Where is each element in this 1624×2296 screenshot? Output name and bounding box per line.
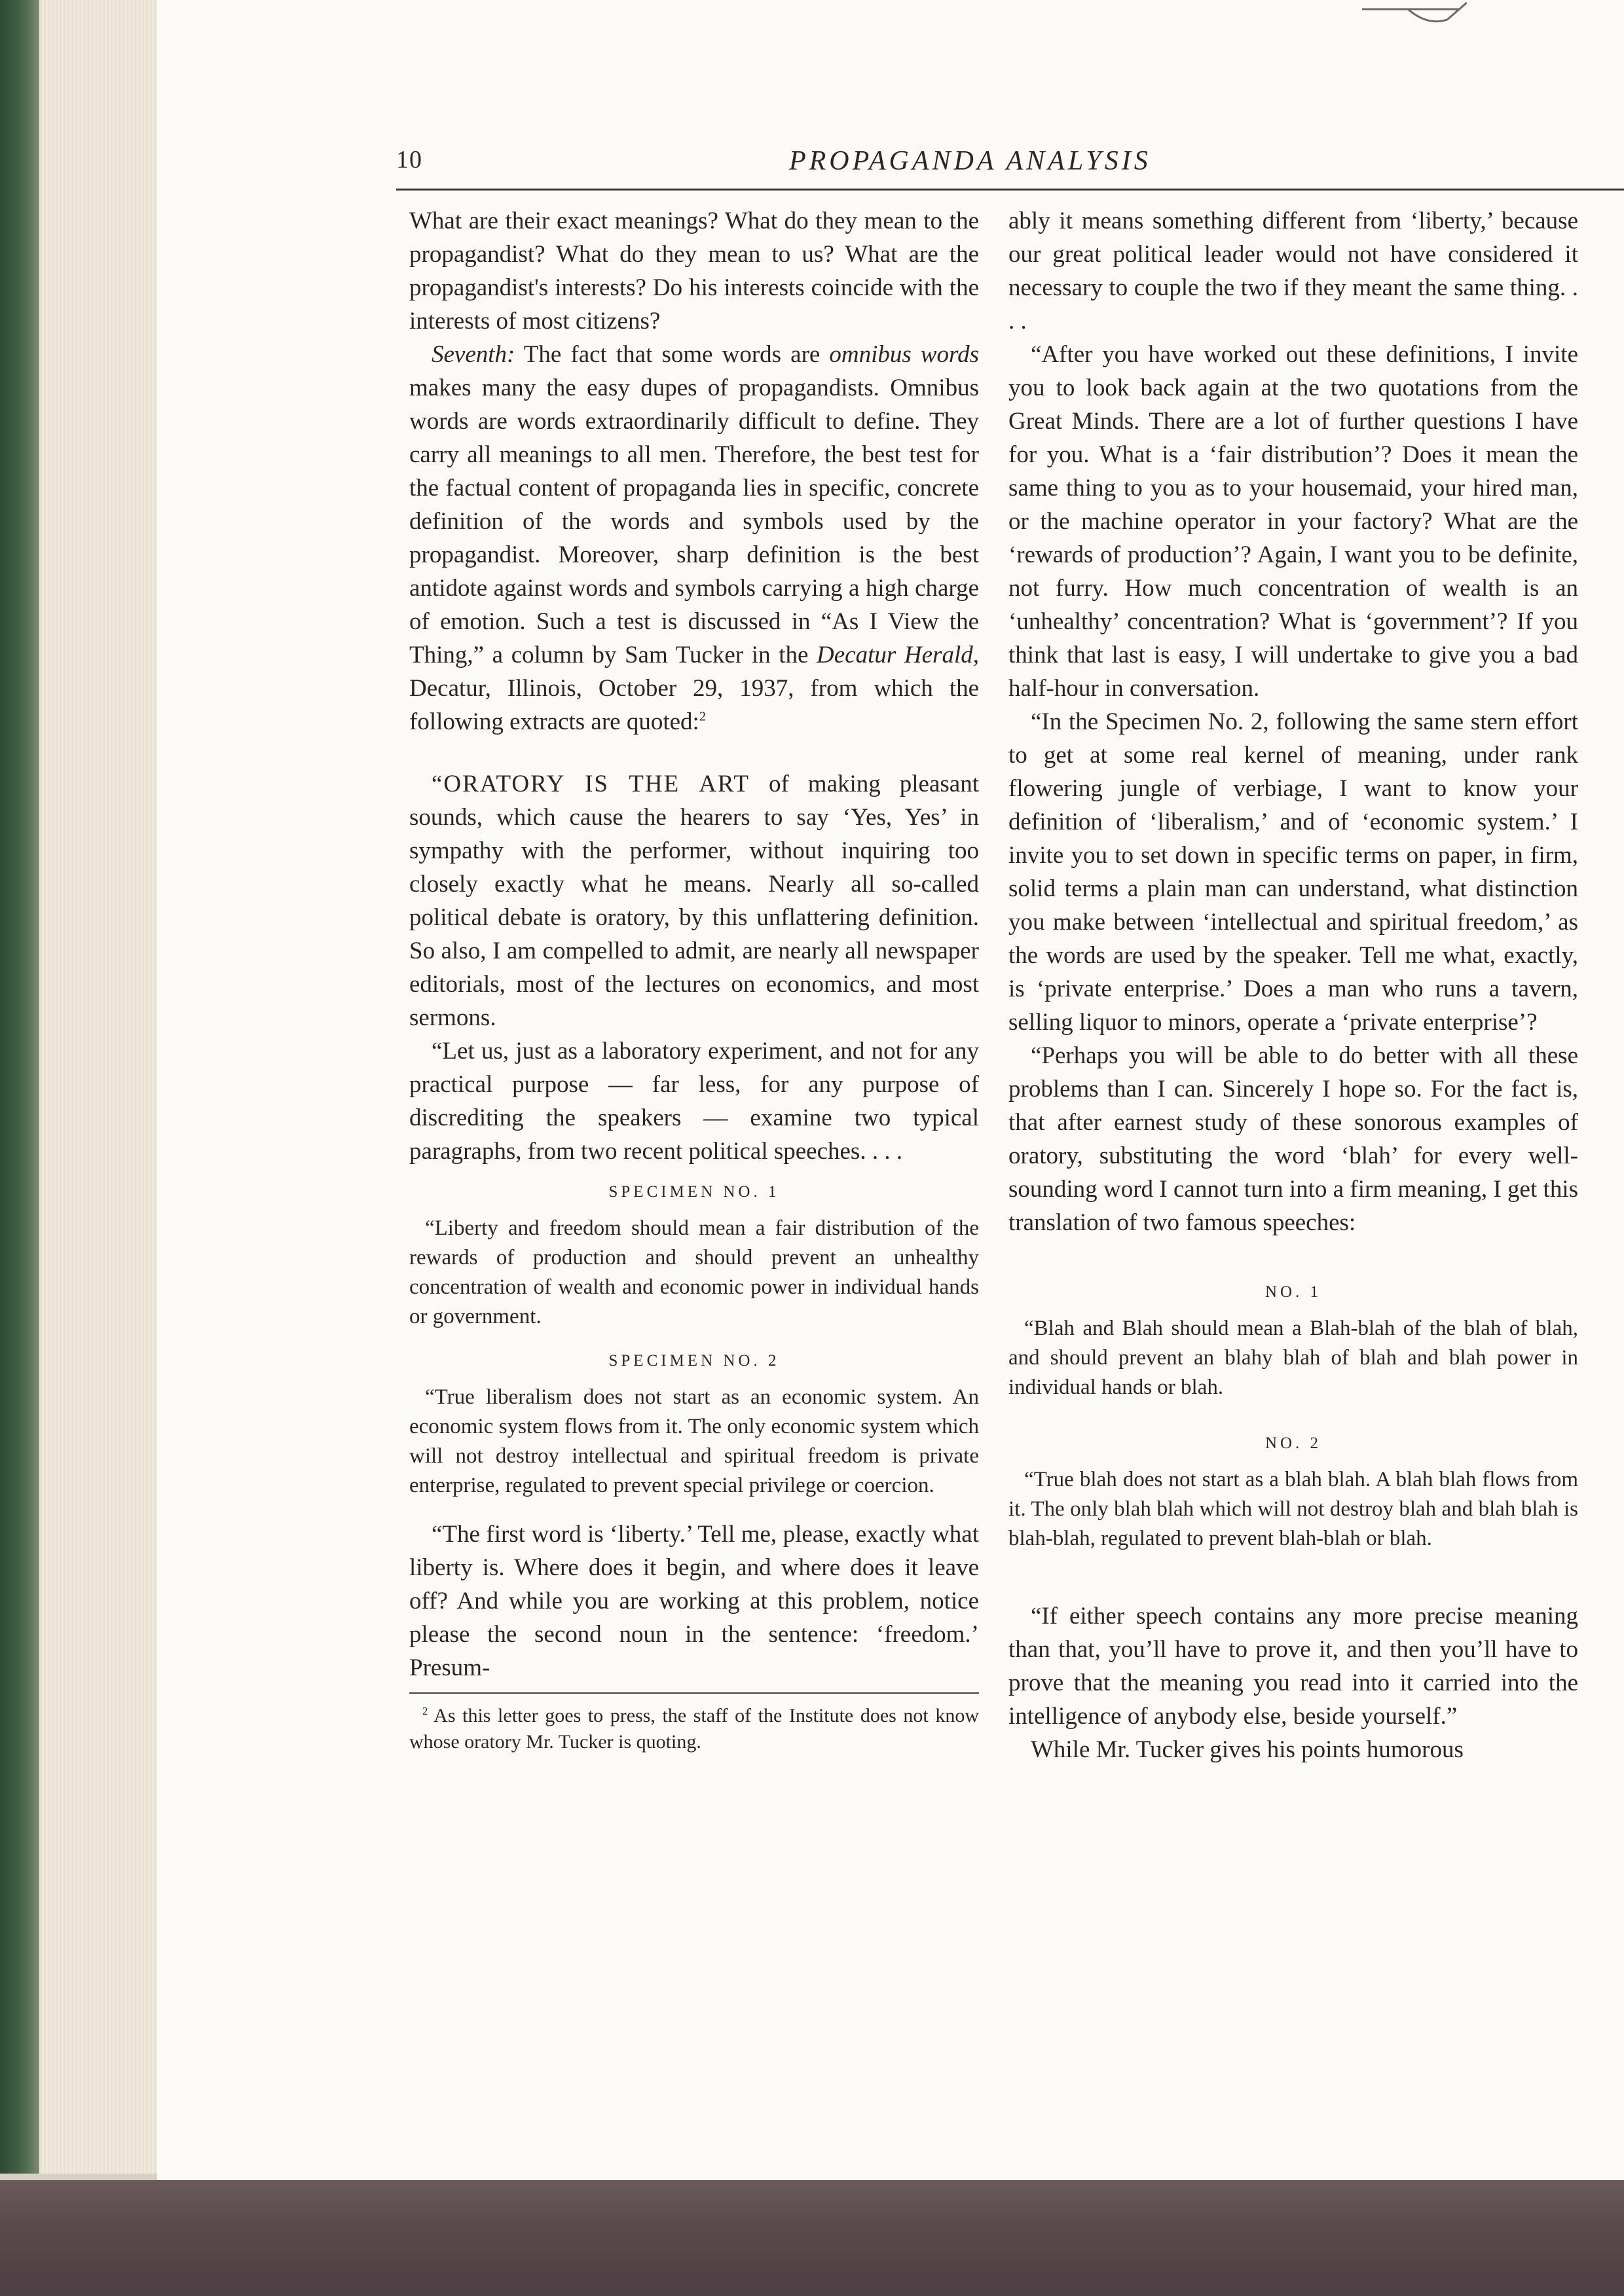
page-header (396, 145, 1624, 185)
paragraph: “Perhaps you will be able to do better with all these problems than I can. Sincerely I hope so. For the fact is, that after earnest study of these sonorous examples of oratory, substituting the word ‘blah’ for every well-sounding word I cannot turn into a firm meaning, I get this translation of two famous speeches: (1008, 1042, 1578, 1236)
header-rule (396, 189, 1624, 191)
specimen-heading: SPECIMEN NO. 1 (608, 1183, 780, 1201)
paragraph: “If either speech contains any more precise meaning than that, you’ll have to prove it, and then you’ll have to prove that the meaning you read into it carried into the intelligence of anybody else, beside yourself.” (1008, 1603, 1578, 1730)
specimen-paragraph: “Liberty and freedom should mean a fair distribution of the rewards of production and should prevent an unhealthy concentration of wealth and economic power in individual hands or government. (409, 1216, 979, 1328)
specimen-text (409, 1214, 979, 1332)
paragraph: What are their exact meanings? What do they mean to the propagandist? What do they mean to us? What are the propagandist's interests? Do his interests coincide with the interests of most citizens? (409, 208, 979, 335)
right-column (1008, 204, 1578, 1766)
left-column (409, 204, 979, 1755)
translation-paragraph: “Blah and Blah should mean a Blah-blah of the blah of blah, and should prevent an blahy blah of blah and blah power in individual hands or blah. (1008, 1317, 1578, 1399)
running-head: PROPAGANDA ANALYSIS (789, 146, 1151, 176)
translation-paragraph: “True blah does not start as a blah blah. A blah blah flows from it. The only blah blah which will not destroy blah and blah blah is blah-blah, regulated to prevent blah-blah or blah. (1008, 1468, 1578, 1550)
translation-heading: NO. 2 (1264, 1434, 1322, 1452)
text-run: of making pleasant sounds, which cause the hearers to say ‘Yes, Yes’ in sympathy with the performer, without inquiring too closely exactly what he means. Nearly all so-called political debate is oratory, by this unflattering definition. So also, I am compelled to admit, are nearly all newspaper editorials, most of the lectures on economics, and most sermons. (409, 771, 979, 1031)
paragraph: “In the Specimen No. 2, following the same stern effort to get at some real kernel of meaning, under rank flowering jungle of verbiage, I want to know your definition of ‘liberalism,’ and of ‘economic system.’ I invite you to set down in specific terms on paper, in firm, solid terms a plain man can understand, what distinction you make between ‘intellectual and spiritual freedom,’ as the words are used by the speaker. Tell me what, exactly, is ‘private enterprise.’ Does a man who runs a tavern, selling liquor to minors, operate a ‘private enterprise’? (1008, 708, 1578, 1036)
specimen-text (409, 1383, 979, 1501)
footnote-ref: 2 (699, 709, 706, 724)
paragraph-lead: Seventh: (432, 341, 515, 368)
paragraph: “After you have worked out these definitions, I invite you to look back again at the two quotations from the Great Minds. There are a lot of further questions I have for you. What is a ‘fair distribution’? Does it mean the same thing to you as to your housemaid, your hired man, or the machine operator in your factory? What are the ‘rewards of production’? Again, I want you to be definite, not furry. How much concentration of wealth is an ‘unhealthy’ concentration? What is ‘government’? If you think that last is easy, I will undertake to give you a bad half-hour in conversation. (1008, 341, 1578, 702)
newspaper-title: Decatur Herald, (817, 642, 979, 668)
text-run: The fact that some words are (515, 341, 830, 368)
paragraph: While Mr. Tucker gives his points humorous (1031, 1736, 1464, 1763)
translation-text (1008, 1314, 1578, 1402)
footnote (409, 1703, 979, 1755)
paragraph: ably it means something different from ‘liberty,’ because our great political leader would not have considered it necessary to couple the two if they meant the same thing. . . . (1008, 208, 1578, 335)
pencil-mark (1362, 0, 1467, 39)
emphasis-text: omnibus words (829, 341, 979, 368)
quote-paragraph: “The first word is ‘liberty.’ Tell me, please, exactly what liberty is. Where does it begin, and where does it leave off? And while you are working at this problem, notice please the second noun in the sentence: ‘freedom.’ Presum- (409, 1521, 979, 1681)
page-edges (39, 0, 170, 2174)
translation-heading: NO. 1 (1264, 1283, 1322, 1301)
footnote-rule (409, 1692, 979, 1694)
specimen-paragraph: “True liberalism does not start as an economic system. An economic system flows from it. The only economic system which will not destroy intellectual and spiritual freedom is private enterprise, regulated to prevent special privilege or coercion. (409, 1385, 979, 1497)
paragraph-seventh (409, 338, 979, 738)
footnote-number: 2 (422, 1705, 428, 1717)
translation-text (1008, 1465, 1578, 1554)
footnote-text: As this letter goes to press, the staff of the Institute does not know whose oratory Mr. Tucker is quoting. (409, 1705, 979, 1753)
text-run: makes many the easy dupes of propagandists. Omnibus words are words extraordinarily difficult to define. They carry all meanings to all men. Therefore, the best test for the factual content of propaganda lies in specific, concrete definition of the words and symbols used by the propagandist. Moreover, sharp definition is the best antidote against words and symbols carrying a high charge of emotion. Such a test is discussed in “As I View the Thing,” a column by Sam Tucker in the (409, 374, 979, 668)
book-binding (0, 0, 39, 2174)
quote-paragraph (409, 767, 979, 1034)
specimen-heading: SPECIMEN NO. 2 (608, 1352, 780, 1370)
background-surface (0, 2180, 1624, 2296)
text-run: Decatur, Illinois, October 29, 1937, from which the following extracts are quoted: (409, 675, 979, 735)
small-caps-lead: “ORATORY IS THE ART (432, 771, 750, 797)
page-number: 10 (396, 146, 422, 173)
quote-paragraph: “Let us, just as a laboratory experiment, and not for any practical purpose — far less, for any purpose of discrediting the speakers — examine two typical paragraphs, from two recent political speeches. . . . (409, 1038, 979, 1165)
